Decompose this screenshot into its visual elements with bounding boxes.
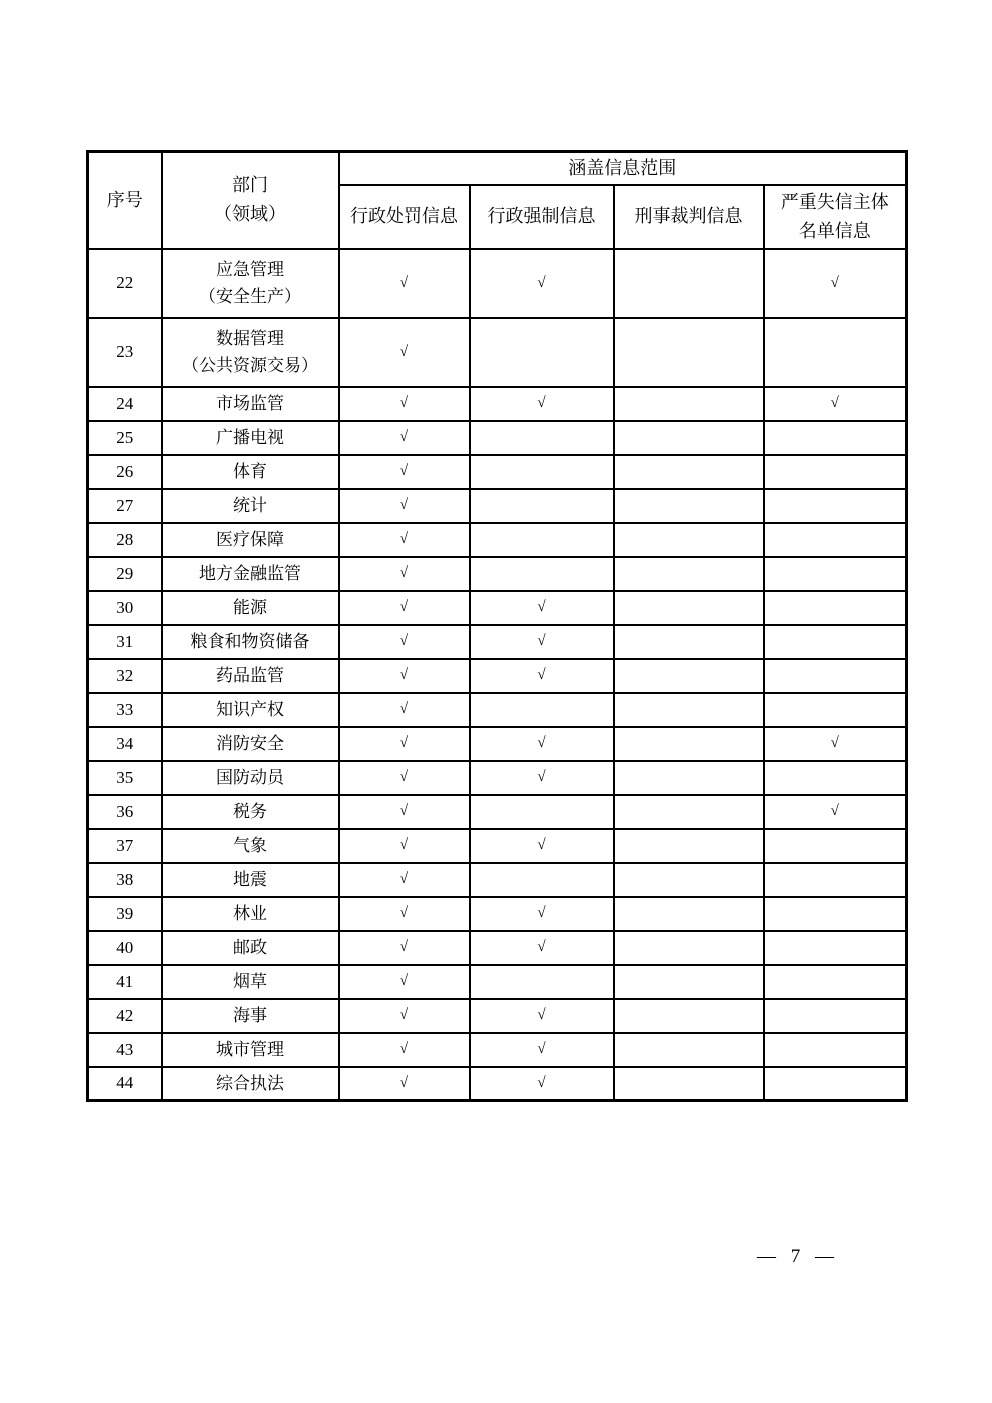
coercion-mark-cell: √: [470, 727, 614, 761]
table-row: [88, 693, 907, 727]
coercion-mark-cell: √: [470, 829, 614, 863]
penalty-mark-cell: √: [339, 387, 470, 421]
penalty-mark-cell: √: [339, 863, 470, 897]
seq-cell: 38: [88, 863, 162, 897]
dept-cell: [162, 591, 339, 625]
criminal-mark-cell: [614, 761, 764, 795]
criminal-mark-cell: [614, 1033, 764, 1067]
dishonest-mark-cell: [764, 761, 907, 795]
seq-cell: 22: [88, 249, 162, 318]
dept-name: 邮政: [233, 937, 267, 957]
dept-subname: （安全生产）: [199, 287, 301, 306]
dept-name: 知识产权: [216, 699, 284, 719]
table-row: [88, 965, 907, 999]
dept-name: 能源: [233, 597, 267, 617]
criminal-mark-cell: [614, 999, 764, 1033]
dept-cell: [162, 659, 339, 693]
table-row: [88, 249, 907, 318]
seq-cell: 24: [88, 387, 162, 421]
dept-name: 国防动员: [216, 767, 284, 787]
dept-header-line2: （领域）: [214, 204, 286, 225]
criminal-mark-cell: [614, 863, 764, 897]
dept-name: 市场监管: [216, 393, 284, 413]
dept-cell: [162, 387, 339, 421]
coercion-mark-cell: [470, 795, 614, 829]
coercion-mark-cell: √: [470, 659, 614, 693]
dishonest-mark-cell: [764, 591, 907, 625]
dishonest-mark-cell: [764, 557, 907, 591]
dishonest-mark-cell: [764, 1067, 907, 1101]
table-row: [88, 523, 907, 557]
coercion-mark-cell: √: [470, 387, 614, 421]
coercion-mark-cell: √: [470, 897, 614, 931]
penalty-mark-cell: √: [339, 693, 470, 727]
table-row: [88, 727, 907, 761]
table-header: [88, 152, 907, 249]
dept-cell: [162, 693, 339, 727]
criminal-header-label: 刑事裁判信息: [634, 206, 743, 226]
criminal-mark-cell: [614, 795, 764, 829]
table-row: [88, 863, 907, 897]
coercion-mark-cell: √: [470, 931, 614, 965]
dept-cell: [162, 489, 339, 523]
dishonest-mark-cell: [764, 965, 907, 999]
dept-name: 税务: [233, 801, 267, 821]
seq-cell: 31: [88, 625, 162, 659]
criminal-mark-cell: [614, 659, 764, 693]
penalty-mark-cell: √: [339, 795, 470, 829]
penalty-mark-cell: √: [339, 965, 470, 999]
dept-name: 应急管理: [216, 259, 284, 279]
criminal-mark-cell: [614, 387, 764, 421]
criminal-mark-cell: [614, 829, 764, 863]
seq-cell: 28: [88, 523, 162, 557]
criminal-mark-cell: [614, 523, 764, 557]
dept-cell: [162, 727, 339, 761]
dept-cell: [162, 1067, 339, 1101]
criminal-mark-cell: [614, 625, 764, 659]
seq-cell: 39: [88, 897, 162, 931]
seq-cell: 37: [88, 829, 162, 863]
coercion-mark-cell: √: [470, 1067, 614, 1101]
dishonest-mark-cell: √: [764, 249, 907, 318]
table-row: [88, 421, 907, 455]
table-row: [88, 557, 907, 591]
dishonest-mark-cell: [764, 455, 907, 489]
page-number: — 7 —: [757, 1246, 839, 1267]
coercion-mark-cell: [470, 965, 614, 999]
dept-cell: [162, 829, 339, 863]
table-row: [88, 829, 907, 863]
table-row: [88, 897, 907, 931]
seq-cell: 36: [88, 795, 162, 829]
criminal-mark-cell: [614, 965, 764, 999]
criminal-mark-cell: [614, 421, 764, 455]
criminal-mark-cell: [614, 897, 764, 931]
seq-cell: 25: [88, 421, 162, 455]
penalty-mark-cell: √: [339, 1067, 470, 1101]
penalty-mark-cell: √: [339, 591, 470, 625]
criminal-mark-cell: [614, 557, 764, 591]
penalty-mark-cell: √: [339, 999, 470, 1033]
criminal-mark-cell: [614, 318, 764, 387]
criminal-mark-cell: [614, 1067, 764, 1101]
seq-cell: 41: [88, 965, 162, 999]
dept-name: 地震: [233, 869, 267, 889]
coercion-mark-cell: √: [470, 625, 614, 659]
coercion-mark-cell: √: [470, 249, 614, 318]
dept-cell: [162, 761, 339, 795]
penalty-mark-cell: √: [339, 557, 470, 591]
seq-cell: 44: [88, 1067, 162, 1101]
dishonest-mark-cell: [764, 1033, 907, 1067]
coercion-mark-cell: [470, 421, 614, 455]
dept-name: 医疗保障: [216, 529, 284, 549]
dept-name: 综合执法: [216, 1073, 284, 1093]
seq-cell: 35: [88, 761, 162, 795]
dept-name: 烟草: [233, 971, 267, 991]
dept-cell: [162, 931, 339, 965]
table-row: [88, 931, 907, 965]
dishonest-mark-cell: [764, 897, 907, 931]
seq-header-label: 序号: [106, 189, 143, 210]
dept-header-line1: 部门: [232, 175, 268, 196]
criminal-mark-cell: [614, 727, 764, 761]
seq-cell: 40: [88, 931, 162, 965]
table-row: [88, 489, 907, 523]
table-row: [88, 761, 907, 795]
criminal-mark-cell: [614, 693, 764, 727]
dept-cell: [162, 897, 339, 931]
coercion-header-label: 行政强制信息: [487, 206, 596, 226]
coercion-mark-cell: [470, 863, 614, 897]
seq-cell: 29: [88, 557, 162, 591]
seq-cell: 43: [88, 1033, 162, 1067]
dept-cell: [162, 625, 339, 659]
penalty-mark-cell: √: [339, 727, 470, 761]
coercion-mark-cell: [470, 693, 614, 727]
dept-cell: [162, 795, 339, 829]
criminal-mark-cell: [614, 931, 764, 965]
coverage-group-header-cell: [339, 152, 907, 185]
coverage-group-label: 涵盖信息范围: [568, 157, 677, 178]
criminal-mark-cell: [614, 249, 764, 318]
dept-subname: （公共资源交易）: [182, 356, 318, 375]
penalty-mark-cell: √: [339, 659, 470, 693]
dishonest-header-line1: 严重失信主体: [780, 191, 889, 212]
criminal-header-cell: [614, 185, 764, 249]
seq-cell: 26: [88, 455, 162, 489]
table-row: [88, 318, 907, 387]
dishonest-mark-cell: √: [764, 387, 907, 421]
coercion-mark-cell: [470, 455, 614, 489]
header-group-row: [88, 152, 907, 185]
seq-cell: 42: [88, 999, 162, 1033]
penalty-mark-cell: √: [339, 761, 470, 795]
coercion-mark-cell: √: [470, 999, 614, 1033]
penalty-mark-cell: √: [339, 421, 470, 455]
penalty-header-cell: [339, 185, 470, 249]
dept-header-cell: [162, 152, 339, 249]
dept-name: 气象: [233, 835, 267, 855]
dept-name: 海事: [233, 1005, 267, 1025]
criminal-mark-cell: [614, 591, 764, 625]
dishonest-mark-cell: [764, 829, 907, 863]
table-body: [88, 249, 907, 1101]
table-row: [88, 455, 907, 489]
dept-cell: [162, 318, 339, 387]
dept-name: 城市管理: [216, 1039, 284, 1059]
dept-name: 粮食和物资储备: [190, 631, 310, 651]
dishonest-mark-cell: √: [764, 727, 907, 761]
coercion-mark-cell: [470, 489, 614, 523]
penalty-mark-cell: √: [339, 829, 470, 863]
dishonest-mark-cell: √: [764, 795, 907, 829]
penalty-mark-cell: √: [339, 1033, 470, 1067]
dept-cell: [162, 421, 339, 455]
dishonest-mark-cell: [764, 659, 907, 693]
coercion-header-cell: [470, 185, 614, 249]
dept-cell: [162, 523, 339, 557]
penalty-header-label: 行政处罚信息: [350, 206, 458, 226]
dishonest-mark-cell: [764, 318, 907, 387]
table-row: [88, 1033, 907, 1067]
dept-cell: [162, 999, 339, 1033]
seq-header-cell: [88, 152, 162, 249]
dishonest-mark-cell: [764, 421, 907, 455]
dept-name: 广播电视: [216, 427, 284, 447]
penalty-mark-cell: √: [339, 897, 470, 931]
dept-name: 统计: [233, 495, 267, 515]
seq-cell: 30: [88, 591, 162, 625]
coverage-table: [86, 150, 908, 1102]
table-row: [88, 1067, 907, 1101]
table-row: [88, 795, 907, 829]
dishonest-mark-cell: [764, 489, 907, 523]
coercion-mark-cell: [470, 318, 614, 387]
table-row: [88, 659, 907, 693]
penalty-mark-cell: √: [339, 523, 470, 557]
dept-cell: [162, 863, 339, 897]
seq-cell: 33: [88, 693, 162, 727]
coercion-mark-cell: [470, 523, 614, 557]
penalty-mark-cell: √: [339, 455, 470, 489]
dishonest-mark-cell: [764, 693, 907, 727]
dept-name: 林业: [233, 903, 267, 923]
seq-cell: 34: [88, 727, 162, 761]
table-row: [88, 591, 907, 625]
seq-cell: 32: [88, 659, 162, 693]
dept-name: 体育: [233, 461, 267, 481]
dept-name: 地方金融监管: [199, 563, 301, 583]
table-row: [88, 999, 907, 1033]
dept-cell: [162, 1033, 339, 1067]
seq-cell: 27: [88, 489, 162, 523]
dept-cell: [162, 455, 339, 489]
penalty-mark-cell: √: [339, 249, 470, 318]
penalty-mark-cell: √: [339, 625, 470, 659]
criminal-mark-cell: [614, 489, 764, 523]
penalty-mark-cell: √: [339, 931, 470, 965]
seq-cell: 23: [88, 318, 162, 387]
table-row: [88, 387, 907, 421]
dept-name: 药品监管: [216, 665, 284, 685]
coercion-mark-cell: √: [470, 591, 614, 625]
dishonest-mark-cell: [764, 863, 907, 897]
criminal-mark-cell: [614, 455, 764, 489]
dishonest-header-line2: 名单信息: [798, 220, 871, 241]
dept-cell: [162, 557, 339, 591]
dishonest-header-cell: [764, 185, 907, 249]
dept-name: 数据管理: [216, 328, 284, 348]
penalty-mark-cell: √: [339, 489, 470, 523]
dishonest-mark-cell: [764, 931, 907, 965]
dishonest-mark-cell: [764, 625, 907, 659]
table-row: [88, 625, 907, 659]
dept-name: 消防安全: [216, 733, 284, 753]
dishonest-mark-cell: [764, 999, 907, 1033]
penalty-mark-cell: √: [339, 318, 470, 387]
coercion-mark-cell: √: [470, 761, 614, 795]
coercion-mark-cell: √: [470, 1033, 614, 1067]
dept-cell: [162, 249, 339, 318]
dept-cell: [162, 965, 339, 999]
dishonest-mark-cell: [764, 523, 907, 557]
coercion-mark-cell: [470, 557, 614, 591]
